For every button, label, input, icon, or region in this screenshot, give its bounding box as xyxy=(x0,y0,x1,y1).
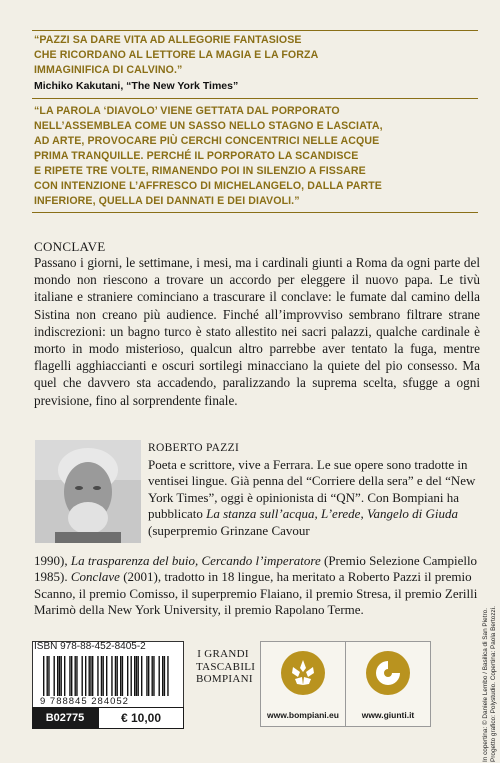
quote-block-2 xyxy=(34,104,480,209)
quote-1-line: “PAZZI SA DARE VITA AD ALLEGORIE FANTASIOSE xyxy=(34,34,302,46)
quote-1-attribution: Michiko Kakutani, “The New York Times” xyxy=(34,80,239,92)
bompiani-logo-icon xyxy=(281,651,325,695)
author-photo xyxy=(35,440,141,543)
quote-2-line: CON INTENZIONE L’AFFRESCO DI MICHELANGELO, DALLA PARTE xyxy=(34,180,382,192)
price-label: € 10,00 xyxy=(98,707,184,729)
series-line: BOMPIANI xyxy=(196,673,253,685)
quote-2-line: INFERIORE, QUELLA DEI DANNATI E DEI DIAVOLI.” xyxy=(34,195,300,207)
quote-2-line: “LA PAROLA ‘DIAVOLO’ VIENE GETTATA DAL PORPORATO xyxy=(34,105,340,117)
credit-line: Progetto grafico: Polystudio. Copertina: Paola Bertozzi. xyxy=(490,606,497,762)
quote-1-line: IMMAGINIFICA DI CALVINO.” xyxy=(34,64,183,76)
giunti-logo-box xyxy=(345,641,431,727)
quote-2-line: AD ARTE, PROVOCARE PIÙ CERCHI CONCENTRICI NELLE ACQUE xyxy=(34,135,380,147)
author-portrait-image xyxy=(35,440,141,543)
author-bio xyxy=(148,457,478,539)
author-bio-titles: Conclave xyxy=(70,569,120,585)
quote-rule-middle xyxy=(32,98,478,99)
series-line: I GRANDI xyxy=(197,648,249,660)
quote-1-line: CHE RICORDANO AL LETTORE LA MAGIA E LA FORZA xyxy=(34,49,319,61)
quote-block-1 xyxy=(34,33,480,92)
author-bio-text: 1990), xyxy=(34,553,71,568)
quote-rule-bottom xyxy=(32,212,478,213)
quote-2-line: NELL’ASSEMBLEA COME UN SASSO NELLO STAGNO E LASCIATA, xyxy=(34,120,383,132)
quote-2-line: PRIMA TRANQUILLE. PERCHÉ IL PORPORATO LA SCANDISCE xyxy=(34,150,359,162)
quote-rule-top xyxy=(32,30,478,31)
synopsis-text: Passano i giorni, le settimane, i mesi, ma i cardinali giunti a Roma da ogni parte del mondo non riescono a trovare un accordo per eleggere il nuovo papa. Le tivù italiane e straniere cominciano a trascurare il conclave: le fumate dal camino della Sistina non creano più audience. Finché all’improvviso sembrano filtrare strane indiscrezioni: un bagno turco è stato allestito nei sacri palazzi, qualche cardinale è morto in modo misterioso, qualcun altro parrebbe aver tentato la fuga, mentre flagelli agghiaccianti e oscuri sortilegi minacciano la quiete del pio consesso. Ma quel che davvero sta accadendo, paralizzando la suprema scelta, sfugge a ogni previsione, fino al sorprendente finale. xyxy=(34,255,480,408)
author-bio-text: Poeta e scrittore, vive a Ferrara. Le sue opere sono tradotte in ventisei lingue. Già penna del “Corriere della sera” e del “New York Times”, oggi è opinionista di “QN”. Con Bompiani ha pubblicato xyxy=(148,457,476,522)
barcode-number: 9 788845 284052 xyxy=(40,696,129,707)
author-name: ROBERTO PAZZI xyxy=(148,442,240,454)
author-bio-titles: La trasparenza del buio, Cercando l’imperatore xyxy=(70,553,321,568)
isbn-text: ISBN 978-88-452-8405-2 xyxy=(34,641,146,652)
quote-2-line: E RIPETE TRE VOLTE, RIMANENDO POI IN SILENZIO A FISSARE xyxy=(34,165,366,177)
credit-line: In copertina: © Daniele Lembo / Basilica di San Pietro. xyxy=(482,608,489,762)
section-title: CONCLAVE xyxy=(34,239,106,254)
author-bio-continued xyxy=(34,553,480,619)
series-name xyxy=(196,648,256,686)
series-line: TASCABILI xyxy=(196,660,256,673)
giunti-logo-icon xyxy=(366,651,410,695)
author-bio-titles: La stanza sull’acqua, L’erede, Vangelo di Giuda xyxy=(206,506,458,522)
bompiani-logo-box xyxy=(260,641,346,727)
bompiani-url: www.bompiani.eu xyxy=(267,710,339,720)
author-bio-text: (superpremio Grinzane Cavour xyxy=(148,522,310,538)
author-bio-text: (Premio Selezione Campiello 1985). xyxy=(34,553,478,585)
author-bio-text: (2001), tradotto in 18 lingue, ha meritato a Roberto Pazzi il premio Scanno, il premio Comisso, il superpremio Flaiano, il premio Stresa, il premio Zerilli Marimò della New York University, il premio Rapolano Terme. xyxy=(34,569,478,618)
product-code: B02775 xyxy=(32,707,98,729)
giunti-url: www.giunti.it xyxy=(361,710,415,720)
cover-credits xyxy=(482,442,498,762)
